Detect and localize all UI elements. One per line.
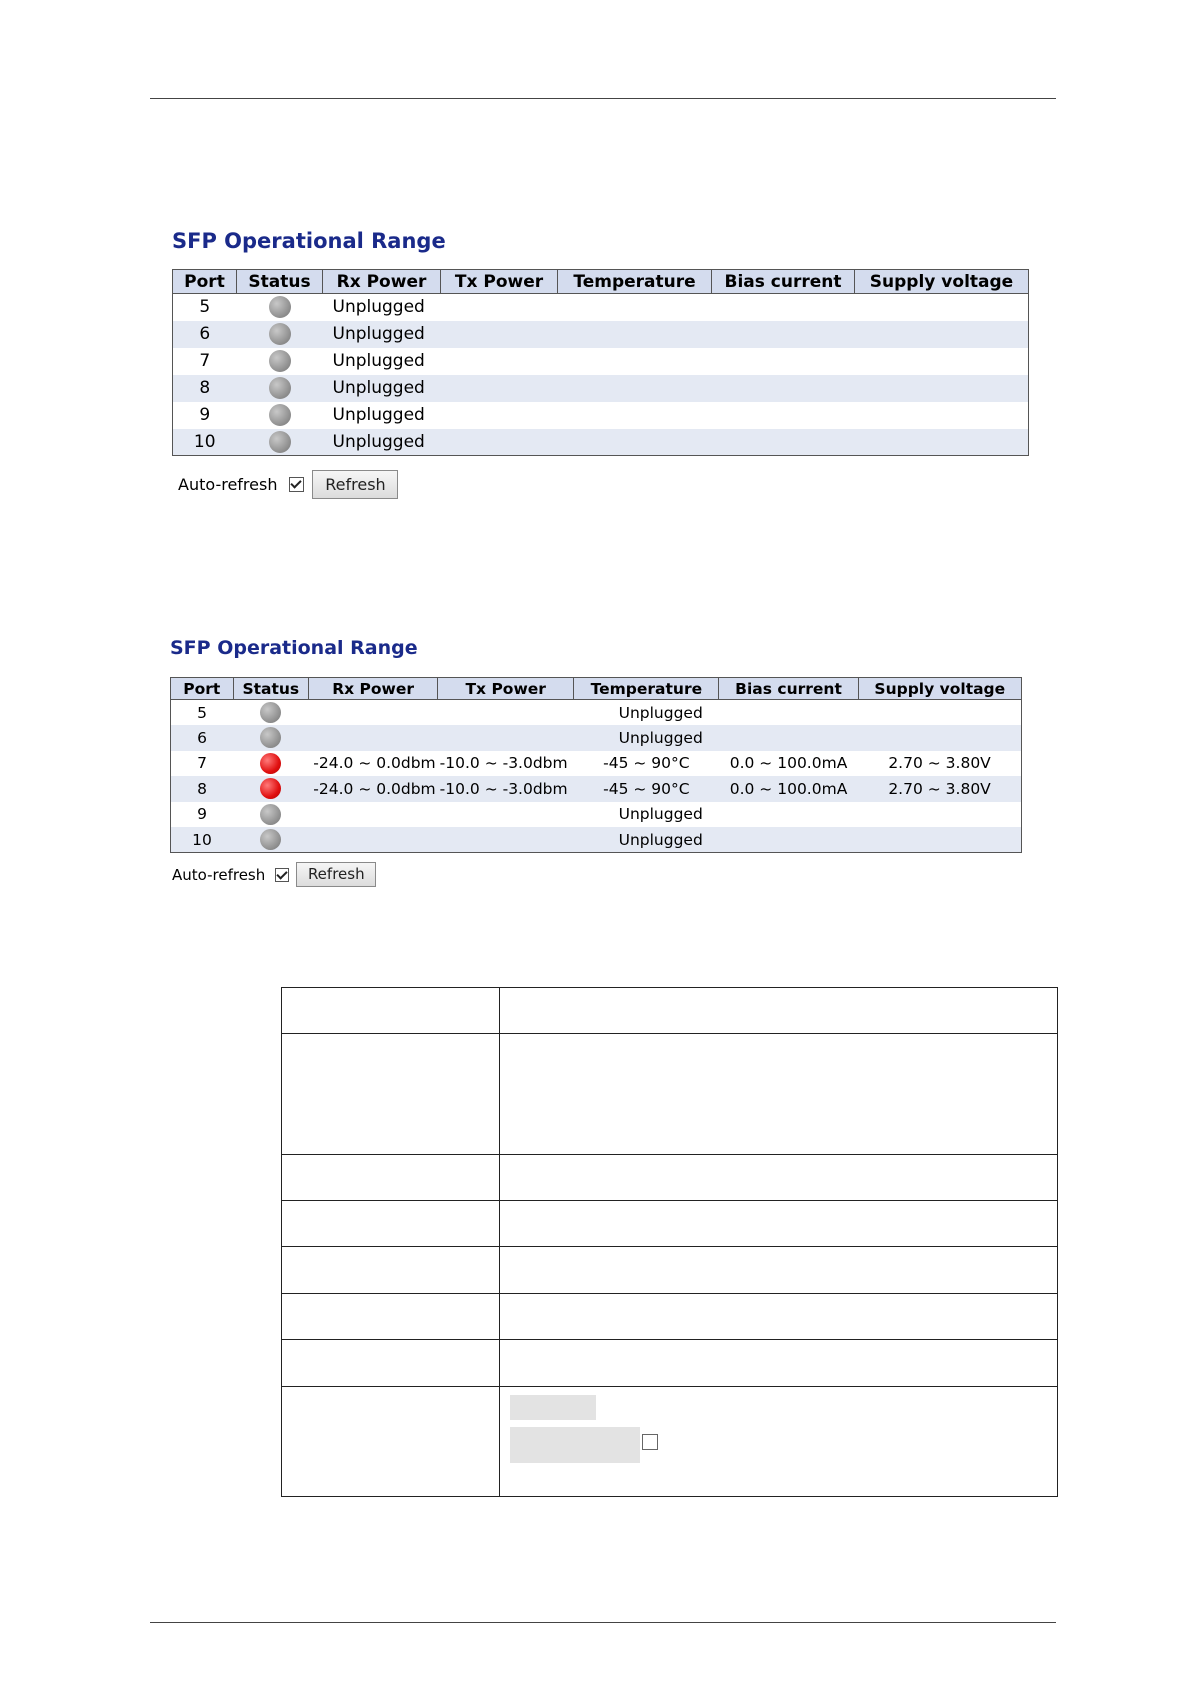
checkbox-icon (642, 1434, 658, 1450)
table-row (173, 294, 1029, 321)
auto-refresh-label: Auto-refresh (178, 475, 278, 494)
port-number: 10 (171, 827, 234, 853)
col-header-temperature: Temperature (574, 678, 719, 700)
panel-title: SFP Operational Range (172, 229, 446, 253)
table-row (282, 1294, 1057, 1340)
auto-refresh-checkbox[interactable] (289, 477, 304, 492)
parameter-description-table (281, 987, 1058, 1497)
status-text: Unplugged (309, 802, 1022, 828)
status-led-icon (269, 404, 291, 426)
table-row (282, 1387, 1057, 1498)
status-text: Unplugged (323, 429, 1029, 456)
col-header-supply-voltage: Supply voltage (858, 678, 1021, 700)
status-led-icon (269, 377, 291, 399)
rx-power-cell: -24.0 ~ 0.0dbm (309, 751, 438, 777)
col-header-bias-current: Bias current (719, 678, 858, 700)
tx-power-cell: -10.0 ~ -3.0dbm (438, 776, 574, 802)
auto-refresh-checkbox[interactable] (275, 868, 289, 882)
table-row (282, 1247, 1057, 1294)
port-number: 6 (173, 321, 237, 348)
port-number: 9 (173, 402, 237, 429)
status-led-icon (260, 702, 281, 723)
blurred-label-image (510, 1427, 640, 1463)
table-row (173, 348, 1029, 375)
status-led-icon (260, 753, 281, 774)
sfp-table (170, 677, 1022, 853)
table-row (173, 321, 1029, 348)
refresh-controls (178, 470, 398, 499)
col-header-tx-power: Tx Power (438, 678, 574, 700)
temperature-cell: -45 ~ 90°C (574, 751, 719, 777)
table-row (282, 1201, 1057, 1247)
col-header-status: Status (237, 270, 323, 294)
table-row (171, 751, 1022, 777)
tx-power-cell: -10.0 ~ -3.0dbm (438, 751, 574, 777)
auto-refresh-label: Auto-refresh (172, 865, 266, 884)
col-header-status: Status (233, 678, 309, 700)
table-row (282, 988, 1057, 1034)
table-row (171, 776, 1022, 802)
port-number: 8 (171, 776, 234, 802)
port-number: 10 (173, 429, 237, 456)
col-header-bias-current: Bias current (712, 270, 855, 294)
port-number: 6 (171, 725, 234, 751)
table-row (282, 1340, 1057, 1387)
header-rule (150, 98, 1056, 99)
status-text: Unplugged (309, 725, 1022, 751)
refresh-button[interactable]: Refresh (296, 862, 376, 887)
col-header-rx-power: Rx Power (323, 270, 441, 294)
status-led-icon (269, 323, 291, 345)
port-number: 7 (171, 751, 234, 777)
port-number: 8 (173, 375, 237, 402)
bias-current-cell: 0.0 ~ 100.0mA (719, 751, 858, 777)
table-row (171, 827, 1022, 853)
table-row (171, 802, 1022, 828)
port-number: 5 (171, 700, 234, 726)
status-text: Unplugged (309, 700, 1022, 726)
status-led-icon (260, 727, 281, 748)
blurred-button-image (510, 1395, 596, 1420)
col-header-rx-power: Rx Power (309, 678, 438, 700)
refresh-controls (172, 862, 376, 887)
status-text: Unplugged (323, 294, 1029, 321)
footer-rule (150, 1622, 1056, 1623)
status-text: Unplugged (323, 348, 1029, 375)
status-text: Unplugged (323, 375, 1029, 402)
bias-current-cell: 0.0 ~ 100.0mA (719, 776, 858, 802)
table-row (282, 1034, 1057, 1155)
table-row (171, 725, 1022, 751)
status-led-icon (260, 778, 281, 799)
table-row (171, 700, 1022, 726)
col-header-tx-power: Tx Power (441, 270, 558, 294)
refresh-button[interactable]: Refresh (312, 470, 398, 499)
rx-power-cell: -24.0 ~ 0.0dbm (309, 776, 438, 802)
table-row (282, 1155, 1057, 1201)
supply-voltage-cell: 2.70 ~ 3.80V (858, 751, 1021, 777)
status-text: Unplugged (323, 321, 1029, 348)
sfp-table (172, 269, 1029, 456)
port-number: 7 (173, 348, 237, 375)
col-header-port: Port (173, 270, 237, 294)
supply-voltage-cell: 2.70 ~ 3.80V (858, 776, 1021, 802)
col-header-temperature: Temperature (558, 270, 712, 294)
status-led-icon (260, 804, 281, 825)
status-led-icon (269, 296, 291, 318)
table-row (173, 402, 1029, 429)
table-row (173, 429, 1029, 456)
temperature-cell: -45 ~ 90°C (574, 776, 719, 802)
status-led-icon (269, 350, 291, 372)
table-row (173, 375, 1029, 402)
col-header-supply-voltage: Supply voltage (855, 270, 1029, 294)
status-text: Unplugged (323, 402, 1029, 429)
col-header-port: Port (171, 678, 234, 700)
port-number: 5 (173, 294, 237, 321)
port-number: 9 (171, 802, 234, 828)
status-led-icon (260, 829, 281, 850)
panel-title: SFP Operational Range (170, 637, 418, 659)
status-led-icon (269, 431, 291, 453)
status-text: Unplugged (309, 827, 1022, 853)
